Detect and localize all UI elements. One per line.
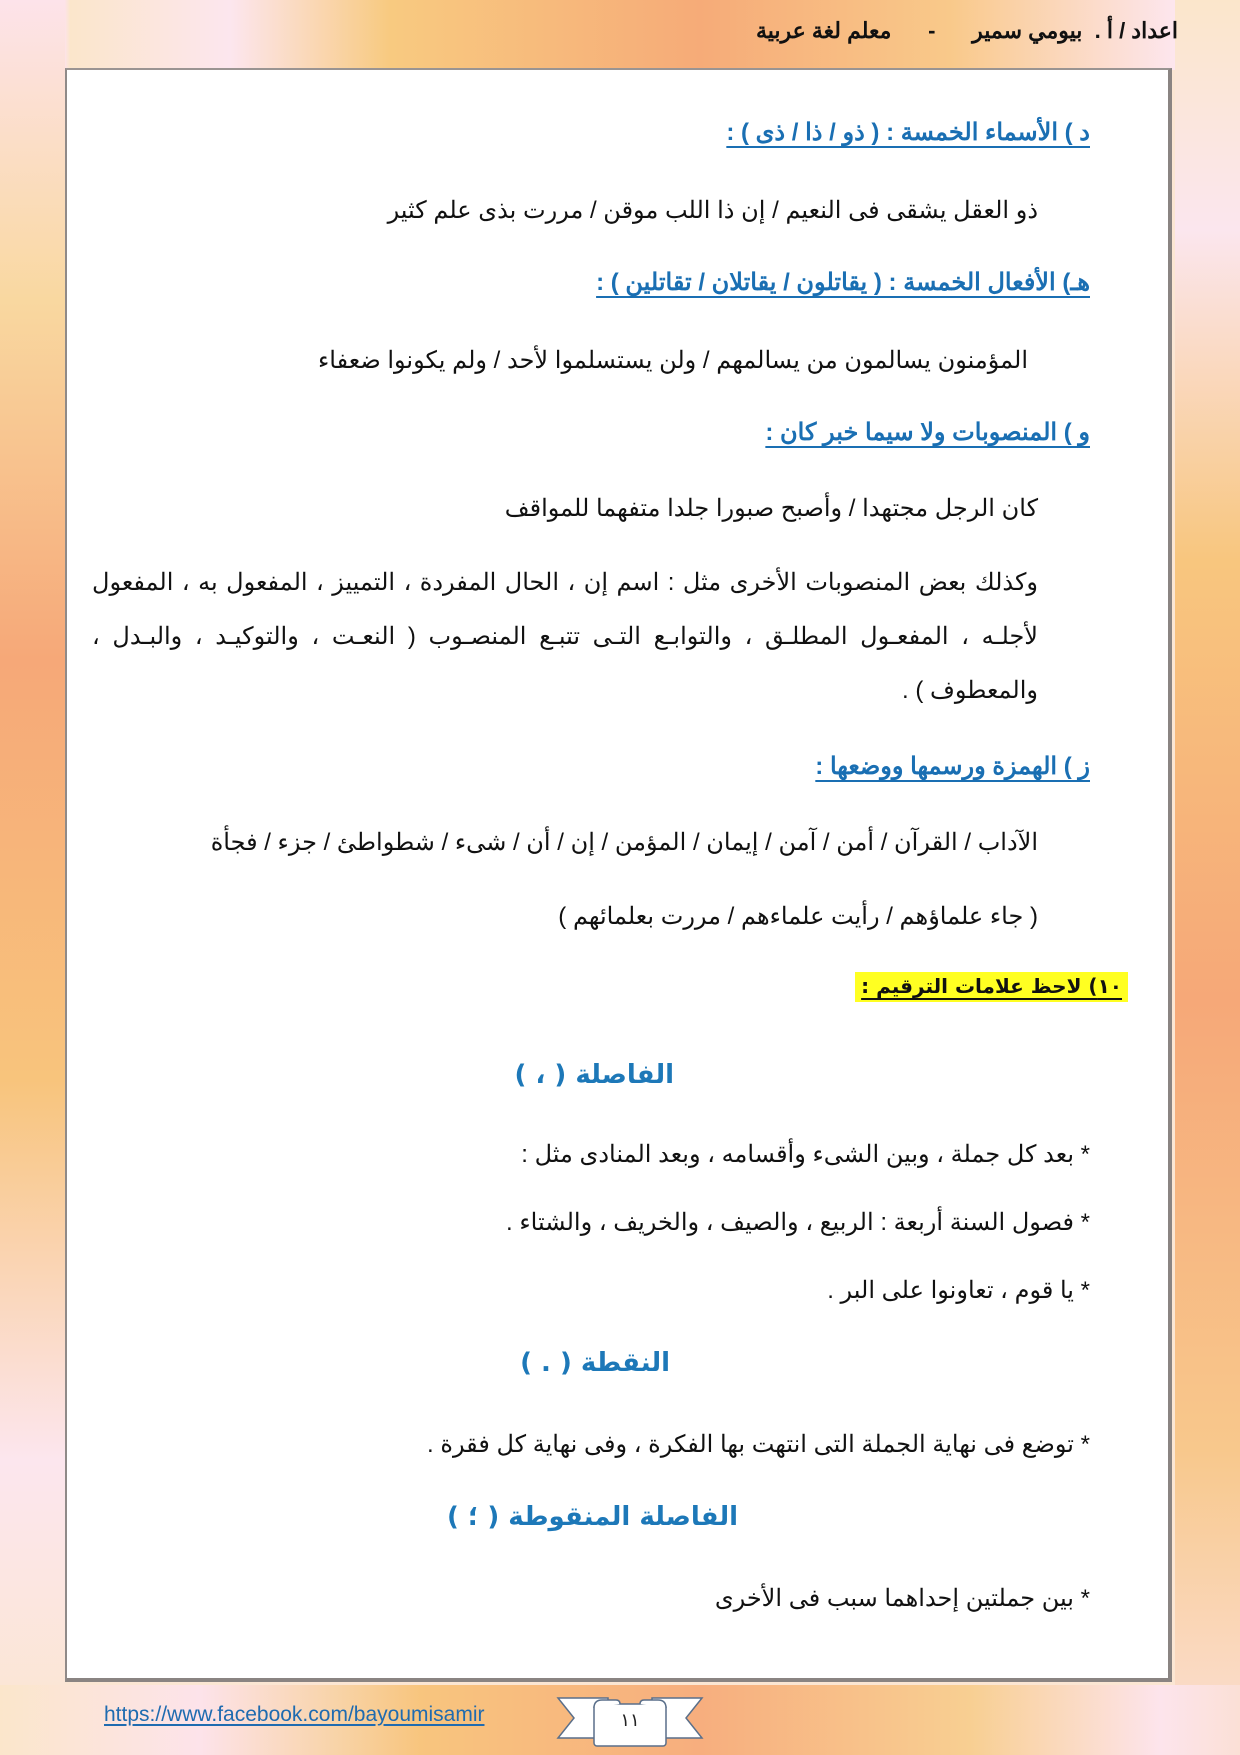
subheading-comma: الفاصلة ( ، ) xyxy=(514,1060,674,1090)
bullet-period-1: * توضع فى نهاية الجملة التى انتهت بها الفكرة ، وفى نهاية كل فقرة . xyxy=(427,1431,1090,1458)
section-example-five-nouns: ذو العقل يشقى فى النعيم / إن ذا اللب موقن / مررت بذى علم كثير xyxy=(387,197,1038,224)
section-example-accusatives: كان الرجل مجتهدا / وأصبح صبورا جلدا متفهما للمواقف xyxy=(504,495,1038,522)
section-example-five-verbs: المؤمنون يسالمون من يسالمهم / ولن يستسلموا لأحد / ولم يكونوا ضعفاء xyxy=(318,347,1028,374)
bullet-comma-3: * يا قوم ، تعاونوا على البر . xyxy=(827,1277,1090,1304)
section-example2-hamza: ( جاء علماؤهم / رأيت علماءهم / مررت بعلمائهم ) xyxy=(558,903,1038,930)
page-number: ١١ xyxy=(620,1710,640,1731)
section-heading-hamza: ز ) الهمزة ورسمها ووضعها : xyxy=(815,753,1090,780)
bullet-comma-2: * فصول السنة أربعة : الربيع ، والصيف ، والخريف ، والشتاء . xyxy=(506,1209,1090,1236)
section-heading-five-verbs: هـ) الأفعال الخمسة : ( يقاتلون / يقاتلان / تقاتلين ) : xyxy=(596,269,1090,296)
section-heading-accusatives: و ) المنصوبات ولا سيما خبر كان : xyxy=(765,419,1090,446)
subheading-semicolon: الفاصلة المنقوطة ( ؛ ) xyxy=(446,1502,738,1532)
facebook-link[interactable]: https://www.facebook.com/bayoumisamir xyxy=(104,1703,485,1726)
section-example-hamza: الآداب / القرآن / أمن / آمن / إيمان / المؤمن / إن / أن / شىء / شطواطئ / جزء / فجأة xyxy=(210,829,1038,856)
author-header: اعداد / أ . بيومي سمير - معلم لغة عربية xyxy=(755,18,1178,43)
section-note-accusatives: وكذلك بعض المنصوبات الأخرى مثل : اسم إن ، الحال المفردة ، التمييز ، المفعول به ، المفعول لأجلـه ، المفعـول المطلـق ، والتوابـع التـى تتبـع المنصـوب ( النعـت ، والتوكيـد ، والبـدل ، والمعطوف ) . xyxy=(92,569,1038,704)
bullet-comma-1: * بعد كل جملة ، وبين الشىء وأقسامه ، وبعد المنادى مثل : xyxy=(521,1141,1090,1168)
punctuation-title: ١٠) لاحظ علامات الترقيم : xyxy=(855,972,1128,1002)
right-decorative-border xyxy=(1175,0,1240,1755)
left-decorative-border xyxy=(0,0,65,1755)
subheading-period: النقطة ( . ) xyxy=(520,1348,670,1378)
bullet-semicolon-1: * بين جملتين إحداهما سبب فى الأخرى xyxy=(714,1585,1090,1612)
section-heading-five-nouns: د ) الأسماء الخمسة : ( ذو / ذا / ذى ) : xyxy=(726,119,1090,146)
